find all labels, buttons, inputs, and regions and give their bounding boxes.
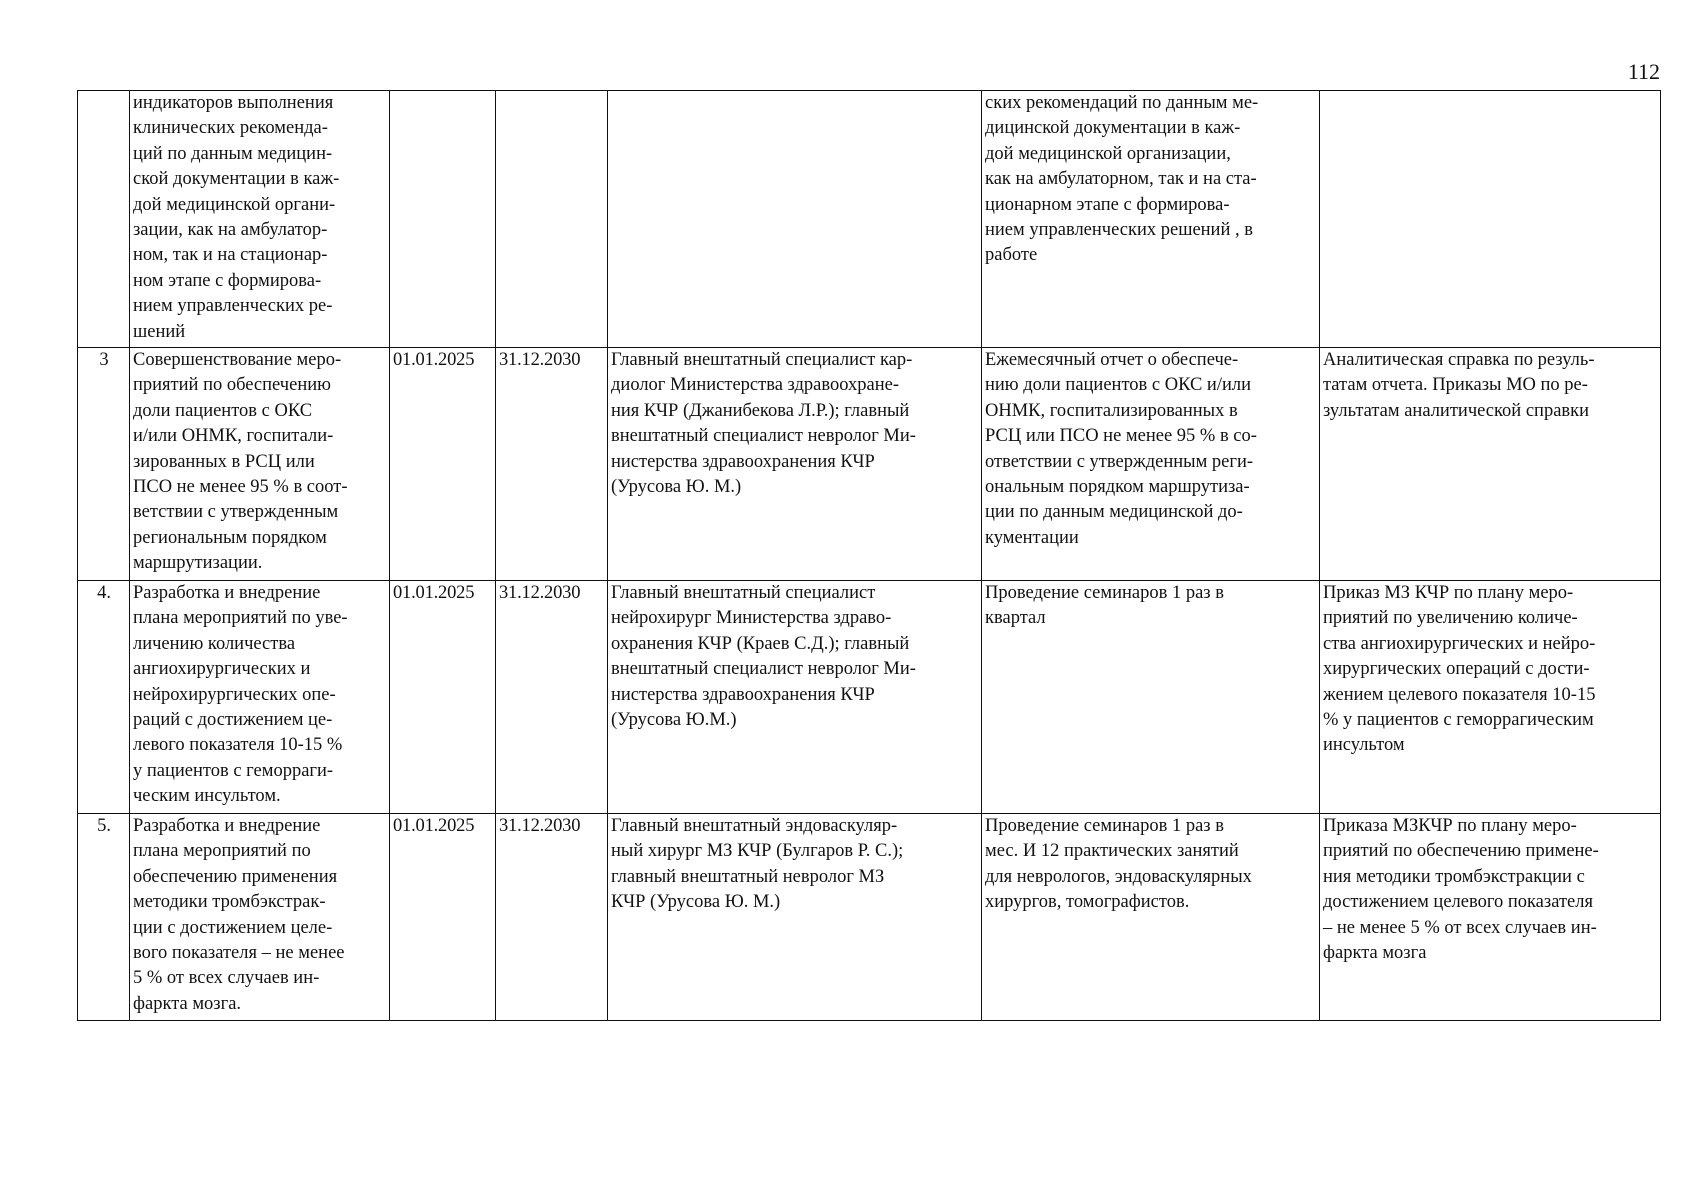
row-number: 4. bbox=[97, 583, 111, 603]
end-date: 31.12.2030 bbox=[499, 583, 581, 603]
start-date: 01.01.2025 bbox=[393, 816, 475, 836]
cell-text-line: Проведение семинаров 1 раз в bbox=[985, 816, 1224, 836]
table-body bbox=[78, 91, 1661, 1021]
cell-text-line: индикаторов выполнения bbox=[133, 93, 334, 113]
row-number-cell bbox=[78, 348, 130, 581]
cell-text-line: Разработка и внедрение bbox=[133, 816, 321, 836]
cell-text-line: дицинской документации в каж- bbox=[985, 118, 1241, 139]
cell-text-line: инсультом bbox=[1323, 735, 1405, 756]
row-number-cell bbox=[78, 91, 130, 348]
result-cell bbox=[1320, 91, 1661, 348]
cell-text-line: фаркта мозга bbox=[1323, 943, 1427, 964]
cell-text-line: ния КЧР (Джанибекова Л.Р.); главный bbox=[611, 400, 910, 421]
row-number-cell bbox=[78, 581, 130, 814]
cell-text-line: достижением целевого показателя bbox=[1323, 892, 1593, 913]
responsible-cell bbox=[608, 581, 982, 814]
cell-text-line: плана мероприятий по уве- bbox=[133, 608, 348, 629]
cell-text-line: внештатный специалист невролог Ми- bbox=[611, 426, 916, 447]
cell-text-line: диолог Министерства здравоохране- bbox=[611, 375, 900, 396]
cell-text-line: Приказа МЗКЧР по плану меро- bbox=[1323, 816, 1577, 836]
cell-text-line: кументации bbox=[985, 527, 1079, 548]
cell-text-line: Совершенствование меро- bbox=[133, 350, 342, 370]
cell-text-line: КЧР (Урусова Ю. М.) bbox=[611, 892, 781, 913]
indicator-cell bbox=[982, 348, 1320, 581]
result-cell bbox=[1320, 348, 1661, 581]
cell-text-line: плана мероприятий по bbox=[133, 841, 311, 862]
responsible-cell bbox=[608, 348, 982, 581]
result-cell bbox=[1320, 581, 1661, 814]
cell-text-line: ОНМК, госпитализированных в bbox=[985, 400, 1238, 421]
end-date-cell bbox=[496, 91, 608, 348]
cell-text-line: приятий по обеспечению примене- bbox=[1323, 841, 1599, 862]
table-row bbox=[78, 91, 1661, 348]
cell-text-line: ангиохирургических и bbox=[133, 659, 311, 680]
cell-text-line: нистерства здравоохранения КЧР bbox=[611, 684, 875, 705]
cell-text-line: нистерства здравоохранения КЧР bbox=[611, 451, 875, 472]
start-date-cell bbox=[390, 814, 496, 1021]
event-cell bbox=[130, 814, 390, 1021]
cell-text-line: ции с достижением целе- bbox=[133, 917, 333, 938]
cell-text-line: РСЦ или ПСО не менее 95 % в со- bbox=[985, 426, 1257, 447]
activities-table bbox=[77, 90, 1661, 1021]
cell-text-line: Ежемесячный отчет о обеспече- bbox=[985, 350, 1239, 370]
cell-text-line: ционарном этапе с формирова- bbox=[985, 194, 1230, 215]
cell-text-line: ПСО не менее 95 % в соот- bbox=[133, 477, 348, 498]
cell-text-line: нию доли пациентов с ОКС и/или bbox=[985, 375, 1252, 396]
result-cell bbox=[1320, 814, 1661, 1021]
responsible-cell bbox=[608, 91, 982, 348]
start-date: 01.01.2025 bbox=[393, 350, 475, 370]
end-date-cell bbox=[496, 348, 608, 581]
cell-text-line: ства ангиохирургических и нейро- bbox=[1323, 633, 1596, 654]
cell-text-line: ный хирург МЗ КЧР (Булгаров Р. С.); bbox=[611, 841, 904, 862]
cell-text-line: дой медицинской органи- bbox=[133, 194, 336, 215]
cell-text-line: маршрутизации. bbox=[133, 553, 263, 574]
table-row bbox=[78, 814, 1661, 1021]
cell-text-line: ния методики тромбэкстракции с bbox=[1323, 866, 1585, 887]
cell-text-line: ской документации в каж- bbox=[133, 169, 340, 190]
cell-text-line: Проведение семинаров 1 раз в bbox=[985, 583, 1224, 603]
cell-text-line: вого показателя – не менее bbox=[133, 943, 345, 964]
cell-text-line: ном этапе с формирова- bbox=[133, 270, 322, 291]
start-date-cell bbox=[390, 348, 496, 581]
cell-text-line: клинических рекоменда- bbox=[133, 118, 328, 139]
cell-text-line: ответствии с утвержденным реги- bbox=[985, 451, 1254, 472]
event-cell bbox=[130, 581, 390, 814]
cell-text-line: личению количества bbox=[133, 633, 296, 654]
table-row bbox=[78, 348, 1661, 581]
cell-text-line: Главный внештатный специалист bbox=[611, 583, 876, 603]
cell-text-line: (Урусова Ю.М.) bbox=[611, 710, 737, 731]
event-cell bbox=[130, 91, 390, 348]
event-cell bbox=[130, 348, 390, 581]
indicator-cell bbox=[982, 814, 1320, 1021]
cell-text-line: ческим инсультом. bbox=[133, 786, 281, 807]
end-date-cell bbox=[496, 581, 608, 814]
cell-text-line: приятий по увеличению количе- bbox=[1323, 608, 1578, 629]
cell-text-line: приятий по обеспечению bbox=[133, 375, 331, 396]
cell-text-line: хирургов, томографистов. bbox=[985, 892, 1190, 913]
cell-text-line: левого показателя 10-15 % bbox=[133, 735, 343, 756]
cell-text-line: у пациентов с геморраги- bbox=[133, 760, 334, 781]
end-date: 31.12.2030 bbox=[499, 350, 581, 370]
cell-text-line: хирургических операций с дости- bbox=[1323, 659, 1590, 680]
cell-text-line: жением целевого показателя 10-15 bbox=[1323, 684, 1596, 705]
responsible-cell bbox=[608, 814, 982, 1021]
cell-text-line: Приказ МЗ КЧР по плану меро- bbox=[1323, 583, 1574, 603]
indicator-cell bbox=[982, 581, 1320, 814]
cell-text-line: главный внештатный невролог МЗ bbox=[611, 866, 885, 887]
cell-text-line: Аналитическая справка по резуль- bbox=[1323, 350, 1595, 370]
cell-text-line: нейрохирург Министерства здраво- bbox=[611, 608, 892, 629]
cell-text-line: доли пациентов с ОКС bbox=[133, 400, 313, 421]
cell-text-line: ских рекомендаций по данным ме- bbox=[985, 93, 1259, 113]
start-date: 01.01.2025 bbox=[393, 583, 475, 603]
cell-text-line: и/или ОНМК, госпитали- bbox=[133, 426, 334, 447]
cell-text-line: шений bbox=[133, 321, 186, 342]
cell-text-line: % у пациентов с геморрагическим bbox=[1323, 710, 1594, 731]
start-date-cell bbox=[390, 581, 496, 814]
cell-text-line: Главный внештатный эндоваскуляр- bbox=[611, 816, 898, 836]
cell-text-line: ональным порядком маршрутиза- bbox=[985, 477, 1250, 498]
page-number: 112 bbox=[1627, 59, 1660, 84]
cell-text-line: мес. И 12 практических занятий bbox=[985, 841, 1239, 862]
cell-text-line: – не менее 5 % от всех случаев ин- bbox=[1323, 917, 1597, 938]
cell-text-line: нием управленческих ре- bbox=[133, 296, 333, 317]
cell-text-line: внештатный специалист невролог Ми- bbox=[611, 659, 916, 680]
cell-text-line: обеспечению применения bbox=[133, 866, 338, 887]
cell-text-line: фаркта мозга. bbox=[133, 993, 242, 1014]
cell-text-line: зированных в РСЦ или bbox=[133, 451, 315, 472]
cell-text-line: работе bbox=[985, 245, 1038, 266]
cell-text-line: ций по данным медицин- bbox=[133, 143, 333, 164]
cell-text-line: Главный внештатный специалист кар- bbox=[611, 350, 913, 370]
cell-text-line: как на амбулаторном, так и на ста- bbox=[985, 169, 1257, 190]
cell-text-line: ции по данным медицинской до- bbox=[985, 502, 1243, 523]
cell-text-line: ном, так и на стационар- bbox=[133, 245, 328, 266]
cell-text-line: дой медицинской организации, bbox=[985, 143, 1231, 164]
cell-text-line: 5 % от всех случаев ин- bbox=[133, 968, 320, 989]
table-row bbox=[78, 581, 1661, 814]
row-number: 5. bbox=[97, 816, 111, 836]
indicator-cell bbox=[982, 91, 1320, 348]
cell-text-line: методики тромбэкстрак- bbox=[133, 892, 326, 913]
start-date-cell bbox=[390, 91, 496, 348]
cell-text-line: нием управленческих решений , в bbox=[985, 220, 1253, 241]
cell-text-line: раций с достижением це- bbox=[133, 710, 333, 731]
end-date-cell bbox=[496, 814, 608, 1021]
cell-text-line: для неврологов, эндоваскулярных bbox=[985, 866, 1252, 887]
cell-text-line: квартал bbox=[985, 608, 1046, 629]
cell-text-line: ветствии с утвержденным bbox=[133, 502, 339, 523]
end-date: 31.12.2030 bbox=[499, 816, 581, 836]
cell-text-line: охранения КЧР (Краев С.Д.); главный bbox=[611, 633, 910, 654]
cell-text-line: нейрохирургических опе- bbox=[133, 684, 336, 705]
cell-text-line: (Урусова Ю. М.) bbox=[611, 477, 742, 498]
row-number-cell bbox=[78, 814, 130, 1021]
cell-text-line: зации, как на амбулатор- bbox=[133, 220, 328, 241]
cell-text-line: татам отчета. Приказы МО по ре- bbox=[1323, 375, 1588, 396]
cell-text-line: Разработка и внедрение bbox=[133, 583, 321, 603]
cell-text-line: региональным порядком bbox=[133, 527, 327, 548]
cell-text-line: зультатам аналитической справки bbox=[1323, 400, 1590, 421]
row-number: 3 bbox=[99, 350, 109, 370]
